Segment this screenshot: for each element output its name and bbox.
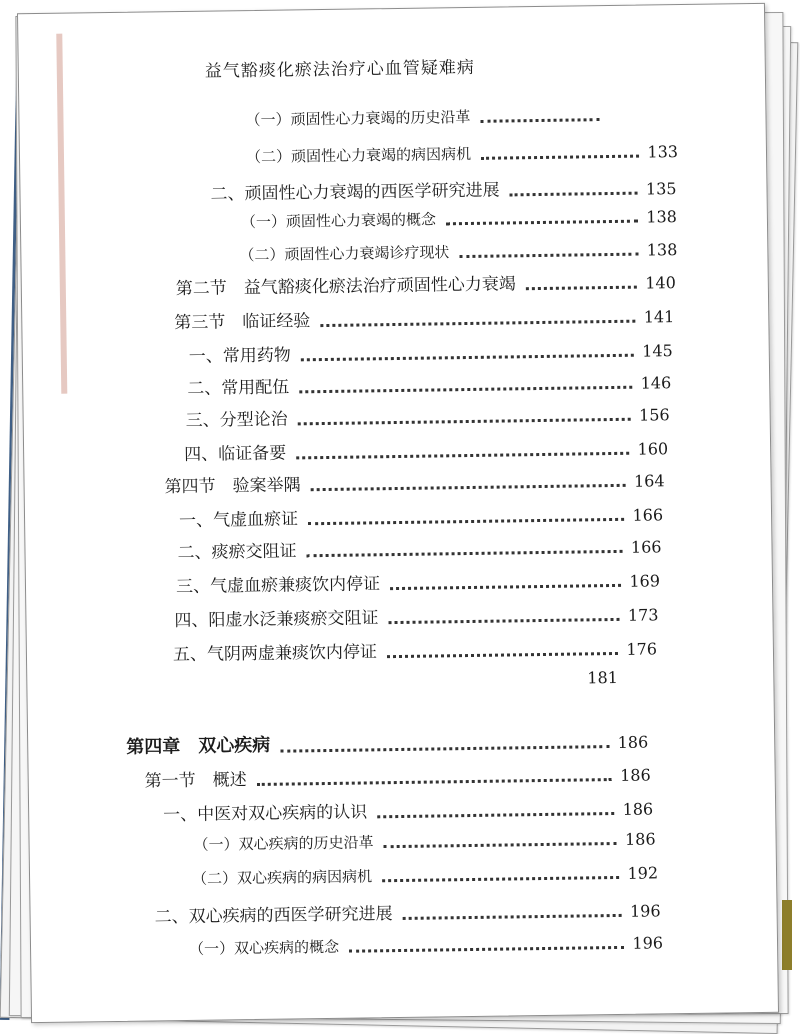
- toc-entry: [185, 399, 669, 431]
- toc-entry-label: （二）顽固性心力衰竭的病因病机: [245, 144, 472, 167]
- toc-entry-page: 181: [587, 667, 618, 688]
- leader-dots: [481, 116, 600, 123]
- toc-entry-page: 186: [617, 732, 649, 752]
- toc-entry-label: （一）顽固性心力衰竭的历史沿革: [245, 107, 471, 130]
- toc-entry: [145, 759, 651, 791]
- leader-dots: [308, 516, 624, 525]
- toc-entry-label: 第二节 益气豁痰化瘀法治疗顽固性心力衰竭: [175, 274, 516, 300]
- toc-entry-page: 176: [626, 639, 658, 659]
- cover-edge: [782, 900, 792, 970]
- toc-entry-page: 186: [622, 799, 654, 819]
- toc-entry-page: 160: [637, 439, 669, 459]
- toc-entry-page: 166: [630, 537, 662, 557]
- toc-entry: [163, 793, 653, 825]
- toc-entry: [246, 140, 678, 167]
- toc-entry-label: 二、常用配伍: [187, 377, 290, 399]
- toc-entry-label: 一、常用药物: [188, 345, 291, 367]
- toc-entry: [176, 267, 676, 299]
- toc-entry: [193, 827, 655, 854]
- toc-entry-label: 二、痰瘀交阻证: [177, 541, 297, 564]
- toc-entry-page: 133: [647, 142, 679, 162]
- toc-entry-label: （二）双心疾病的病因病机: [191, 867, 373, 888]
- toc-entry-page: 140: [645, 273, 676, 293]
- toc-entry-label: 第一节 概述: [144, 770, 247, 792]
- toc-entry: [587, 667, 655, 687]
- toc-entry: [164, 465, 664, 497]
- toc-entry-label: 三、气虚血瘀兼痰饮内停证: [175, 574, 381, 598]
- toc-entry: [184, 433, 668, 465]
- toc-entry-page: 138: [646, 240, 678, 260]
- toc-entry-page: 156: [638, 405, 670, 425]
- leader-dots: [481, 153, 639, 160]
- toc-entry-label: （一）双心疾病的历史沿革: [193, 833, 374, 854]
- leader-dots: [296, 450, 629, 460]
- toc-entry-page: 196: [632, 933, 664, 953]
- toc-entry: [173, 633, 657, 665]
- toc-entry-label: 第四节 验案举隅: [164, 475, 301, 498]
- leader-dots: [384, 840, 617, 848]
- leader-dots: [403, 912, 623, 920]
- toc-page: [17, 3, 779, 1023]
- toc-entry: [241, 205, 677, 232]
- leader-dots: [446, 218, 638, 226]
- toc-entry-label: （一）双心疾病的概念: [188, 937, 340, 958]
- leader-dots: [459, 251, 638, 259]
- leader-dots: [388, 616, 620, 624]
- toc-entry-page: 146: [640, 373, 672, 393]
- toc-entry: [189, 931, 663, 959]
- toc-entry: [239, 238, 677, 265]
- toc-entry-label: 一、气虚血瘀证: [178, 509, 299, 532]
- toc-entry: [174, 599, 658, 631]
- table-of-contents: [18, 4, 778, 1022]
- toc-entry: [174, 301, 674, 333]
- toc-entry-label: 四、阳虚水泛兼痰瘀交阻证: [174, 608, 379, 632]
- leader-dots: [299, 384, 632, 394]
- toc-entry-label: 三、分型论治: [185, 409, 288, 431]
- toc-entry-label: 第三节 临证经验: [174, 311, 311, 334]
- toc-entry-label: 二、顽固性心力衰竭的西医学研究进展: [210, 180, 500, 205]
- toc-chapter: [126, 726, 648, 759]
- toc-entry-page: 192: [627, 863, 659, 883]
- toc-entry-label: （一）顽固性心力衰竭的概念: [240, 210, 437, 232]
- toc-entry-page: 135: [645, 179, 677, 199]
- leader-dots: [257, 776, 612, 786]
- leader-dots: [298, 416, 631, 426]
- toc-entry-label: 二、双心疾病的西医学研究进展: [154, 904, 393, 928]
- toc-entry: [189, 335, 673, 367]
- toc-entry-label: 四、临证备要: [184, 443, 287, 465]
- leader-dots: [390, 582, 622, 590]
- toc-entry-page: 169: [629, 571, 661, 591]
- leader-dots: [387, 650, 619, 658]
- toc-entry: [154, 895, 660, 927]
- toc-entry: [245, 104, 637, 130]
- leader-dots: [307, 548, 623, 557]
- leader-dots: [320, 318, 635, 327]
- toc-entry-label: 第四章 双心疾病: [126, 734, 271, 758]
- toc-entry: [187, 367, 671, 399]
- leader-dots: [311, 482, 626, 491]
- toc-entry: [177, 531, 661, 563]
- leader-dots: [280, 743, 609, 753]
- toc-entry-page: 186: [624, 829, 656, 849]
- toc-entry-page: 141: [643, 307, 675, 327]
- toc-entry: [176, 565, 660, 597]
- toc-entry-page: 173: [627, 605, 659, 625]
- leader-dots: [526, 284, 638, 291]
- leader-dots: [510, 190, 639, 197]
- toc-entry-page: 186: [620, 765, 651, 785]
- toc-entry-label: （二）顽固性心力衰竭诊疗现状: [239, 243, 450, 265]
- toc-entry-page: 145: [642, 341, 673, 361]
- running-header: 益气豁痰化瘀法治疗心血管疑难病: [204, 57, 475, 82]
- toc-entry-page: 196: [629, 901, 661, 921]
- toc-entry-label: 一、中医对双心疾病的认识: [163, 802, 368, 826]
- toc-entry: [179, 499, 663, 531]
- toc-entry-page: 138: [646, 207, 678, 227]
- toc-entry-label: 五、气阴两虚兼痰饮内停证: [172, 642, 378, 666]
- leader-dots: [382, 874, 619, 882]
- toc-entry: [192, 861, 658, 889]
- toc-entry-page: 164: [633, 471, 665, 491]
- leader-dots: [349, 944, 624, 953]
- leader-dots: [377, 810, 614, 818]
- toc-entry-page: 166: [632, 505, 664, 525]
- leader-dots: [301, 352, 634, 362]
- toc-entry: [210, 173, 676, 205]
